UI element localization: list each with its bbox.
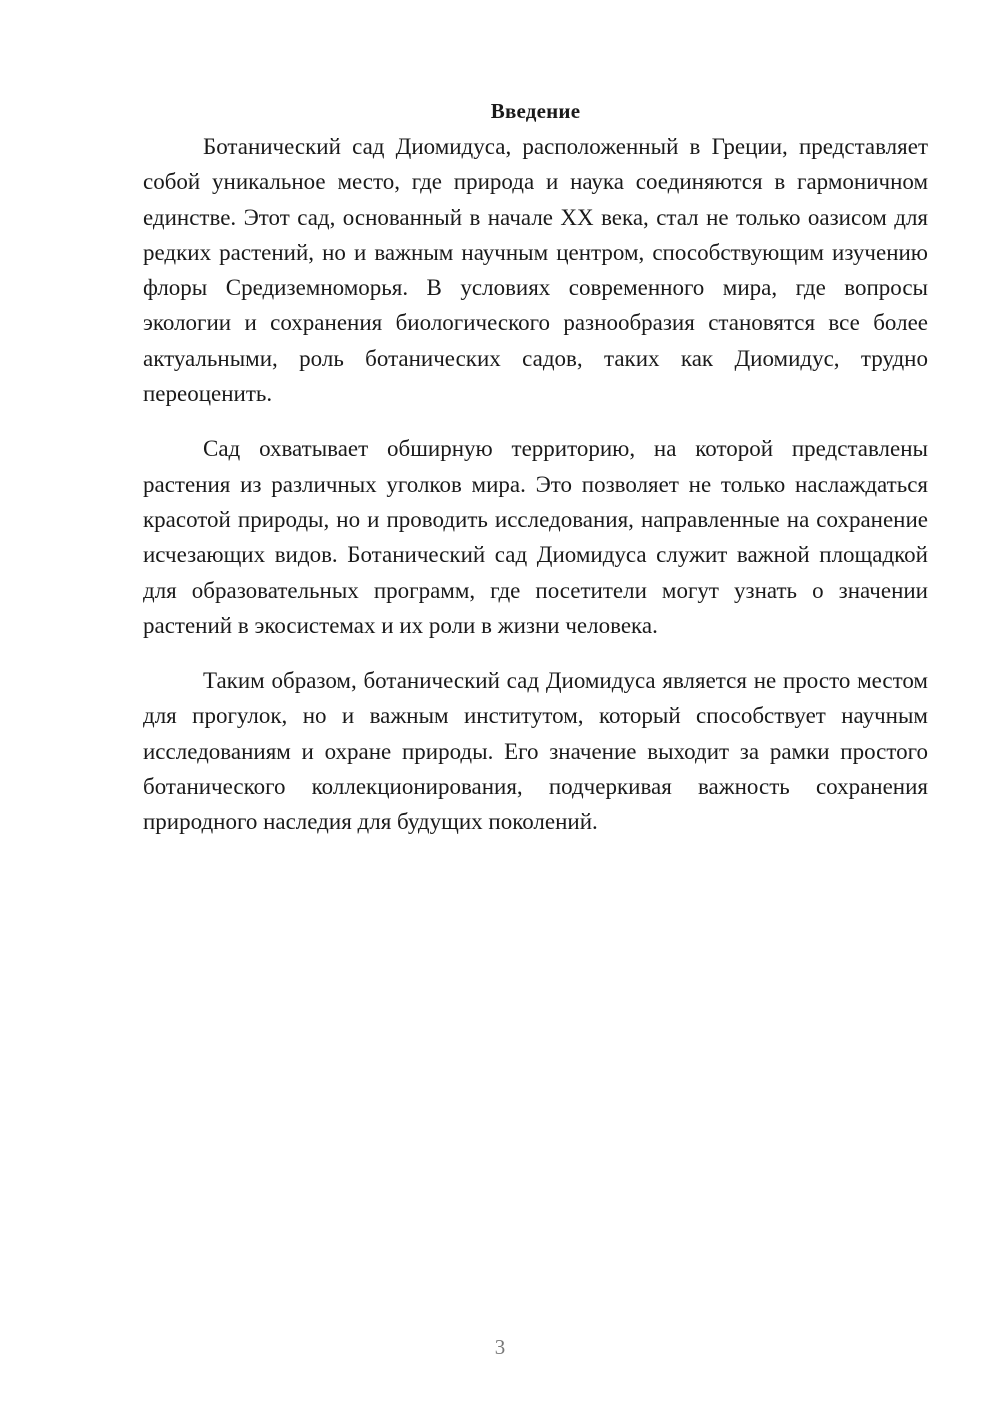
page-content [143,94,928,840]
section-heading: Введение [490,99,581,123]
paragraph-2: Сад охватывает обширную территорию, на которой представлены растения из различных уголков мира. Это позволяет не только наслаждаться красотой природы, но и проводить исследования, направленные на сохранение исчезающих видов. Ботанический сад Диомидуса служит важной площадкой для образовательных программ, где посетители могут узнать о значении растений в экосистемах и их роли в жизни человека. [143,436,928,638]
page-number: 3 [494,1335,506,1359]
paragraph-3: Таким образом, ботанический сад Диомидуса является не просто местом для прогулок, но и важным институтом, который способствует научным исследованиям и охране природы. Его значение выходит за рамки простого ботанического коллекционирования, подчеркивая важность сохранения природного наследия для будущих поколений. [143,668,928,835]
paragraph-1: Ботанический сад Диомидуса, расположенный в Греции, представляет собой уникальное место, где природа и наука соединяются в гармоничном единстве. Этот сад, основанный в начале XX века, стал не только оазисом для редких растений, но и важным научным центром, способствующим изучению флоры Средиземноморья. В условиях современного мира, где вопросы экологии и сохранения биологического разнообразия становятся все более актуальными, роль ботанических садов, таких как Диомидус, трудно переоценить. [143,134,928,407]
